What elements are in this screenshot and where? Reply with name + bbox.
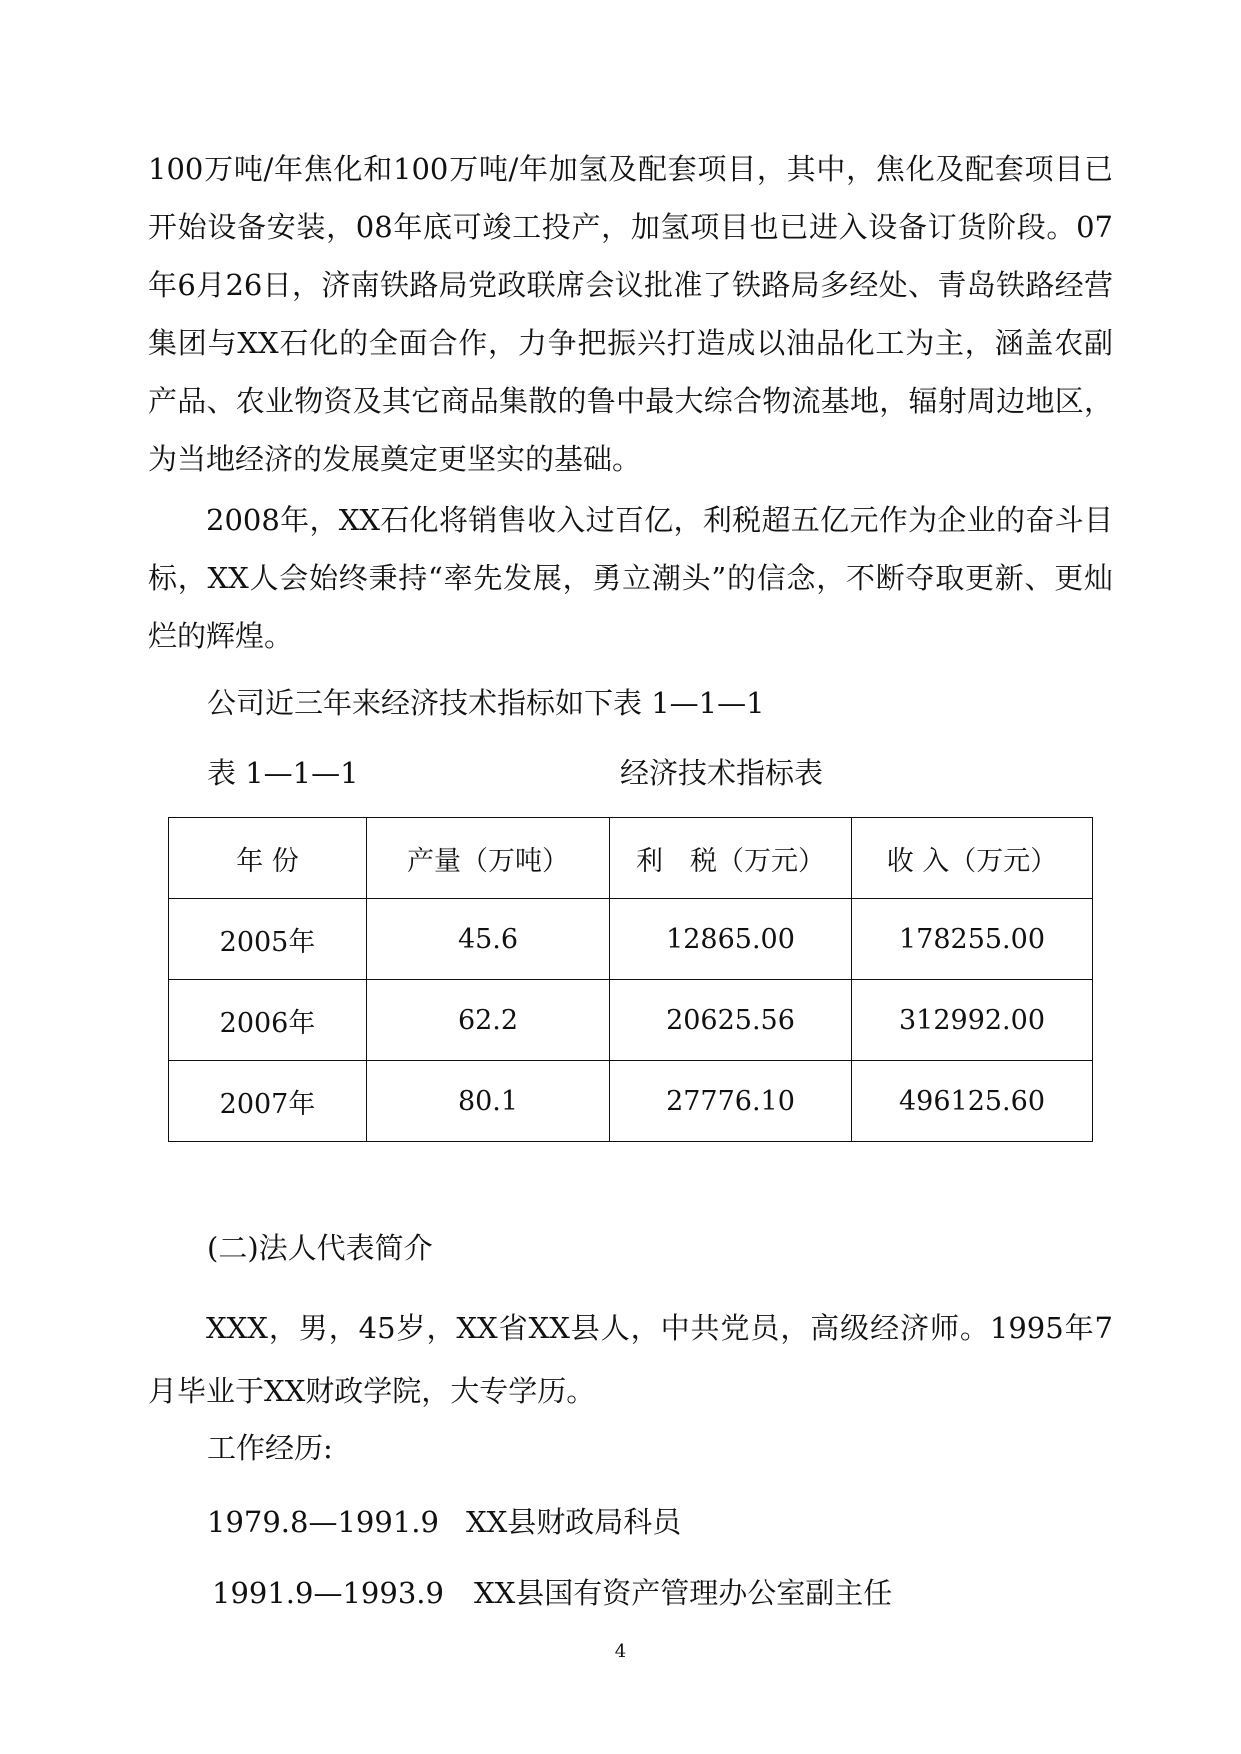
paragraph-project-status: 100万吨/年焦化和100万吨/年加氢及配套项目，其中，焦化及配套项目已开始设备安装，08年底可竣工投产，加氢项目也已进入设备订货阶段。07年6月26日，济南铁路局党政联席会议批准了铁路局多经处、青岛铁路经营集团与XX石化的全面合作，力争把振兴打造成以油品化工为主，涵盖农副产品、农业物资及其它商品集散的鲁中最大综合物流基地，辐射周边地区，为当地经济的发展奠定更坚实的基础。 [148, 152, 1113, 476]
work-role: XX县财政局科员 [466, 1505, 682, 1539]
table-title: 经济技术指标表 [620, 756, 824, 790]
header-profit-tax: 利 税（万元） [610, 818, 852, 899]
section-heading-legal-rep: (二)法人代表简介 [207, 1231, 433, 1265]
work-role: XX县国有资产管理办公室副主任 [474, 1576, 893, 1610]
work-history-title: 工作经历: [207, 1431, 333, 1465]
cell-year: 2007年 [169, 1061, 367, 1142]
cell-profit-tax: 20625.56 [610, 980, 852, 1061]
cell-profit-tax: 27776.10 [610, 1061, 852, 1142]
header-output: 产量（万吨） [367, 818, 610, 899]
table-number-label: 表 1—1—1 [207, 756, 359, 790]
cell-year: 2005年 [169, 899, 367, 980]
header-year: 年 份 [169, 818, 367, 899]
cell-revenue: 312992.00 [852, 980, 1093, 1061]
cell-revenue: 496125.60 [852, 1061, 1093, 1142]
cell-output: 45.6 [367, 899, 610, 980]
header-revenue: 收 入（万元） [852, 818, 1093, 899]
page-number: 4 [614, 1641, 627, 1662]
cell-year: 2006年 [169, 980, 367, 1061]
table-row [169, 980, 1093, 1061]
table-header-row [169, 818, 1093, 899]
cell-profit-tax: 12865.00 [610, 899, 852, 980]
cell-output: 80.1 [367, 1061, 610, 1142]
work-period: 1991.9—1993.9 [212, 1576, 444, 1610]
cell-output: 62.2 [367, 980, 610, 1061]
table-row [169, 899, 1093, 980]
economic-indicators-table [168, 817, 1093, 1142]
cell-revenue: 178255.00 [852, 899, 1093, 980]
paragraph-legal-rep-bio: XXX，男，45岁，XX省XX县人，中共党员，高级经济师。1995年7月毕业于XX财政学院，大专学历。 [148, 1311, 1113, 1408]
paragraph-2008-goal: 2008年，XX石化将销售收入过百亿，利税超五亿元作为企业的奋斗目标，XX人会始终秉持“率先发展，勇立潮头”的信念，不断夺取更新、更灿烂的辉煌。 [148, 503, 1113, 653]
work-period: 1979.8—1991.9 [207, 1505, 439, 1539]
table-intro-text: 公司近三年来经济技术指标如下表 1—1—1 [207, 686, 765, 720]
table-row [169, 1061, 1093, 1142]
